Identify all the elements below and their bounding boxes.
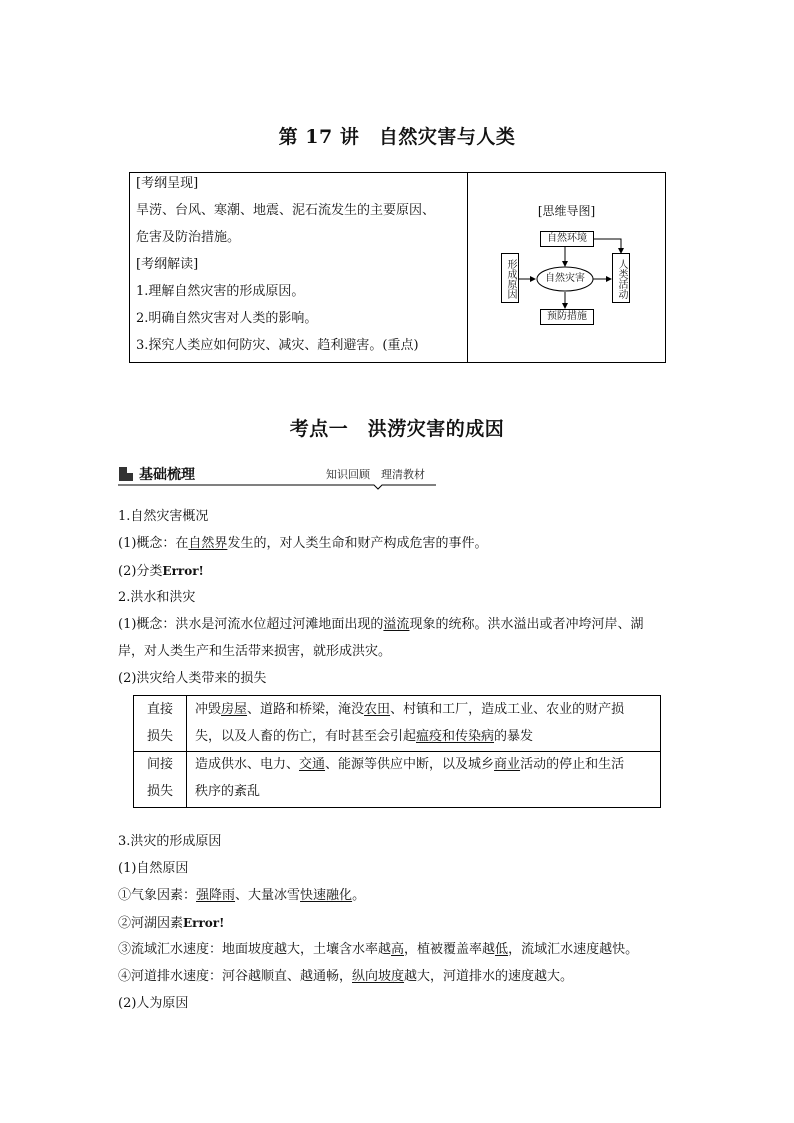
channel-factor-line: ④河道排水速度：河谷越顺直、越通畅，纵向坡度越大，河道排水的速度越大。: [118, 969, 574, 984]
concept-line: (1)概念：在自然界发生的，对人类生命和财产构成危害的事件。: [118, 536, 488, 551]
mind-map-arrows: [468, 173, 665, 362]
syllabus-read-item: 1.理解自然灾害的形成原因。: [136, 284, 305, 299]
syllabus-read-item: 2.明确自然灾害对人类的影响。: [136, 311, 318, 326]
indirect-loss-text: 造成供水、电力、交通、能源等供应中断，以及城乡商业活动的停止和生活: [195, 757, 625, 772]
basin-factor-line: ③流域汇水速度：地面坡度越大，土壤含水率越高，植被覆盖率越低，流域汇水速度越快。: [118, 942, 639, 957]
mind-map-prevent-box: 预防措施: [540, 309, 594, 325]
syllabus-present-text: 危害及防治措施。: [136, 230, 241, 245]
loss-table: [133, 695, 661, 808]
flood-concept-line: 岸，对人类生产和生活带来损害，就形成洪灾。: [118, 644, 392, 659]
indirect-loss-label: 损失: [146, 784, 173, 799]
weather-factor-line: ①气象因素：强降雨、大量冰雪快速融化。: [118, 888, 366, 903]
mind-map-disaster-label: 自然灾害: [545, 273, 585, 284]
syllabus-read-head: [考纲解读]: [136, 257, 199, 272]
indirect-loss-text: 秩序的紊乱: [195, 784, 261, 799]
arrow-env-human: [594, 239, 621, 253]
heading-3: 3.洪灾的形成原因: [118, 834, 222, 849]
indirect-loss-label: 间接: [146, 757, 173, 772]
mind-map-title: [思维导图]: [537, 204, 596, 218]
banner-square-icon: [119, 467, 133, 481]
classification-line: (2)分类Error!: [118, 564, 204, 579]
syllabus-read-item: 3.探究人类应如何防灾、减灾、趋利避害。(重点): [136, 338, 419, 353]
heading-2: 2.洪水和洪灾: [118, 590, 196, 605]
banner-underline: [118, 481, 436, 491]
banner-subtitle: 知识回顾 理清教材: [326, 468, 425, 481]
river-factor-line: ②河湖因素Error!: [118, 916, 225, 931]
section-title: 考点一 洪涝灾害的成因: [289, 418, 505, 440]
mind-map-env-box: 自然环境: [540, 231, 594, 247]
direct-loss-text: 失，以及人畜的伤亡，有时甚至会引起瘟疫和传染病的暴发: [195, 729, 534, 744]
flood-concept-line: (1)概念：洪水是河流水位超过河滩地面出现的溢流现象的统称。洪水溢出或者冲垮河岸、湖: [118, 617, 644, 632]
human-cause-heading: (2)人为原因: [118, 996, 189, 1011]
syllabus-present-head: [考纲呈现]: [136, 176, 199, 191]
section-banner: [118, 464, 436, 492]
heading-1: 1.自然灾害概况: [118, 509, 209, 524]
syllabus-present-text: 旱涝、台风、寒潮、地震、泥石流发生的主要原因、: [136, 203, 436, 218]
banner-title: 基础梳理: [139, 467, 195, 483]
mind-map: [468, 173, 665, 362]
page-title: 第 17 讲 自然灾害与人类: [278, 126, 516, 148]
loss-heading: (2)洪灾给人类带来的损失: [118, 671, 267, 686]
direct-loss-text: 冲毁房屋、道路和桥梁，淹没农田、村镇和工厂，造成工业、农业的财产损: [195, 702, 625, 717]
direct-loss-label: 直接: [146, 702, 173, 717]
syllabus-table: [129, 172, 666, 363]
direct-loss-label: 损失: [146, 729, 173, 744]
natural-cause-heading: (1)自然原因: [118, 861, 189, 876]
mind-map-human-box: 人类活动: [612, 253, 630, 303]
mind-map-cause-box: 形成原因: [501, 253, 519, 303]
